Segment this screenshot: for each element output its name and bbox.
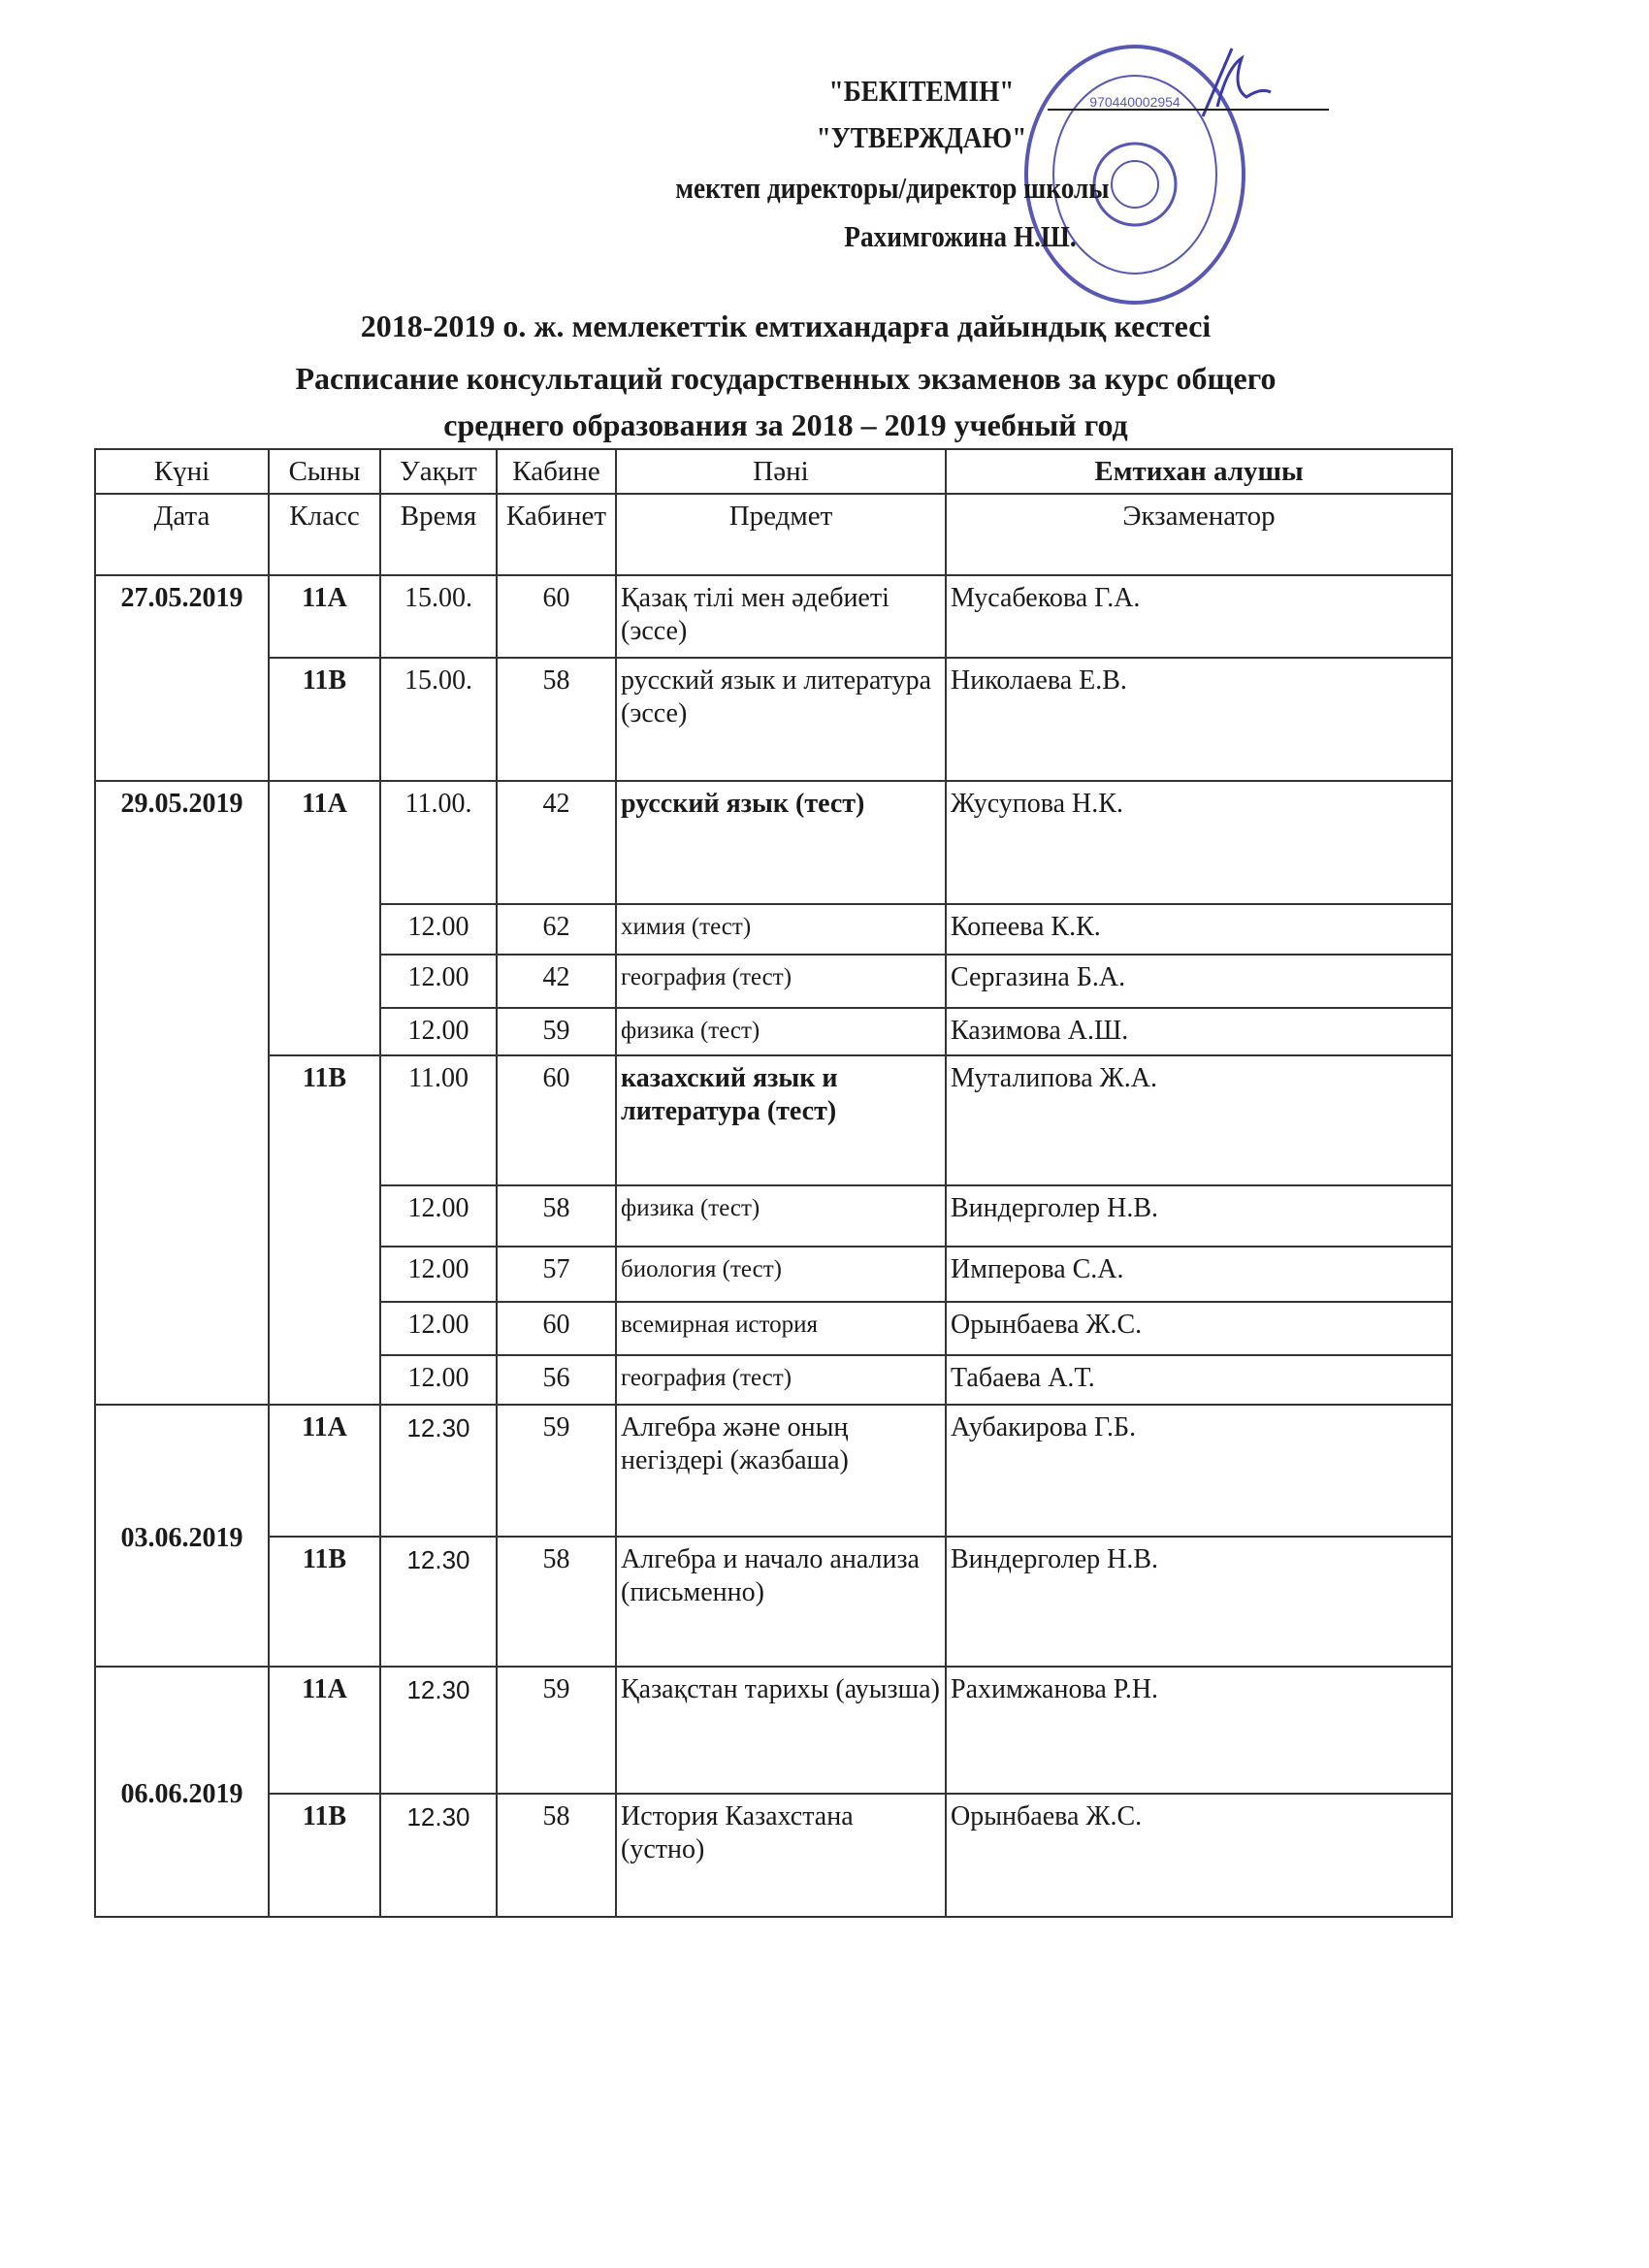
time-cell: 12.00 <box>380 1355 497 1405</box>
subject-cell: Қазақ тілі мен әдебиеті (эссе) <box>616 575 946 658</box>
time-cell: 12.00 <box>380 904 497 955</box>
examiner-cell: Табаева А.Т. <box>946 1355 1452 1405</box>
room-cell: 60 <box>497 1302 616 1355</box>
room-cell: 42 <box>497 955 616 1008</box>
class-cell: 11А <box>269 1405 380 1537</box>
room-cell: 62 <box>497 904 616 955</box>
time-cell: 12.30 <box>380 1794 497 1917</box>
schedule-table <box>94 448 1453 1918</box>
room-cell: 58 <box>497 658 616 781</box>
director-name: Рахимгожина Н.Ш. <box>844 219 1077 253</box>
subject-cell: биология (тест) <box>616 1247 946 1302</box>
signature-line <box>1048 109 1329 111</box>
date-cell: 29.05.2019 <box>95 781 269 1405</box>
title-kz: 2018-2019 о. ж. мемлекеттік емтихандарға дайындық кестесі <box>360 308 1212 343</box>
table-row <box>95 1405 1452 1537</box>
time-cell: 12.00 <box>380 1247 497 1302</box>
examiner-cell: Николаева Е.В. <box>946 658 1452 781</box>
time-cell: 12.30 <box>380 1667 497 1794</box>
class-cell: 11А <box>269 781 380 1055</box>
header-class-ru: Класс <box>269 494 380 575</box>
table-row <box>95 658 1452 781</box>
header-time-ru: Время <box>380 494 497 575</box>
table-row <box>95 781 1452 904</box>
examiner-cell: Жусупова Н.К. <box>946 781 1452 904</box>
examiner-cell: Муталипова Ж.А. <box>946 1055 1452 1185</box>
table-row <box>95 1667 1452 1794</box>
table-row <box>95 575 1452 658</box>
time-cell: 12.00 <box>380 1185 497 1247</box>
class-cell: 11В <box>269 1055 380 1405</box>
subject-cell: русский язык (тест) <box>616 781 946 904</box>
date-cell: 27.05.2019 <box>95 575 269 781</box>
header-subject-ru: Предмет <box>616 494 946 575</box>
examiner-cell: Аубакирова Г.Б. <box>946 1405 1452 1537</box>
subject-cell: История Казахстана (устно) <box>616 1794 946 1917</box>
room-cell: 58 <box>497 1185 616 1247</box>
subject-cell: казахский язык и литература (тест) <box>616 1055 946 1185</box>
subject-cell: русский язык и литература (эссе) <box>616 658 946 781</box>
room-cell: 42 <box>497 781 616 904</box>
examiner-cell: Копеева К.К. <box>946 904 1452 955</box>
room-cell: 60 <box>497 1055 616 1185</box>
header-room-kz: Кабине <box>497 449 616 494</box>
time-cell: 15.00. <box>380 658 497 781</box>
table-row <box>95 1794 1452 1917</box>
table-row <box>95 1055 1452 1185</box>
svg-text:970440002954: 970440002954 <box>1089 94 1180 110</box>
examiner-cell: Мусабекова Г.А. <box>946 575 1452 658</box>
class-cell: 11В <box>269 1794 380 1917</box>
class-cell: 11В <box>269 1537 380 1667</box>
header-row-kz <box>95 449 1452 494</box>
time-cell: 12.00 <box>380 1302 497 1355</box>
header-date-ru: Дата <box>95 494 269 575</box>
time-cell: 12.30 <box>380 1537 497 1667</box>
approval-ru: "УТВЕРЖДАЮ" <box>816 120 1027 154</box>
table-row <box>95 1537 1452 1667</box>
subject-cell: Қазақстан тарихы (ауызша) <box>616 1667 946 1794</box>
room-cell: 59 <box>497 1667 616 1794</box>
subject-cell: Алгебра и начало анализа (письменно) <box>616 1537 946 1667</box>
header-subject-kz: Пәні <box>616 449 946 494</box>
examiner-cell: Имперова С.А. <box>946 1247 1452 1302</box>
subject-cell: Алгебра және оның негіздері (жазбаша) <box>616 1405 946 1537</box>
room-cell: 58 <box>497 1537 616 1667</box>
subject-cell: химия (тест) <box>616 904 946 955</box>
examiner-cell: Казимова А.Ш. <box>946 1008 1452 1055</box>
examiner-cell: Орынбаева Ж.С. <box>946 1794 1452 1917</box>
class-cell: 11В <box>269 658 380 781</box>
time-cell: 11.00. <box>380 781 497 904</box>
examiner-cell: Сергазина Б.А. <box>946 955 1452 1008</box>
room-cell: 58 <box>497 1794 616 1917</box>
time-cell: 12.30 <box>380 1405 497 1537</box>
room-cell: 59 <box>497 1405 616 1537</box>
examiner-cell: Виндерголер Н.В. <box>946 1537 1452 1667</box>
time-cell: 12.00 <box>380 1008 497 1055</box>
room-cell: 57 <box>497 1247 616 1302</box>
time-cell: 15.00. <box>380 575 497 658</box>
examiner-cell: Виндерголер Н.В. <box>946 1185 1452 1247</box>
room-cell: 60 <box>497 575 616 658</box>
subject-cell: всемирная история <box>616 1302 946 1355</box>
date-cell: 06.06.2019 <box>95 1667 269 1917</box>
examiner-cell: Орынбаева Ж.С. <box>946 1302 1452 1355</box>
examiner-cell: Рахимжанова Р.Н. <box>946 1667 1452 1794</box>
class-cell: 11А <box>269 1667 380 1794</box>
director-position: мектеп директоры/директор школы <box>675 171 1110 205</box>
title-ru-line1: Расписание консультаций государственных экзаменов за курс общего <box>295 361 1277 396</box>
time-cell: 12.00 <box>380 955 497 1008</box>
class-cell: 11А <box>269 575 380 658</box>
header-class-kz: Сыны <box>269 449 380 494</box>
header-row-ru <box>95 494 1452 575</box>
time-cell: 11.00 <box>380 1055 497 1185</box>
date-cell: 03.06.2019 <box>95 1405 269 1667</box>
approval-kz: "БЕКІТЕМІН" <box>828 74 1015 108</box>
room-cell: 59 <box>497 1008 616 1055</box>
subject-cell: физика (тест) <box>616 1008 946 1055</box>
subject-cell: география (тест) <box>616 955 946 1008</box>
header-date-kz: Күні <box>95 449 269 494</box>
header-examiner-ru: Экзаменатор <box>946 494 1452 575</box>
header-time-kz: Уақыт <box>380 449 497 494</box>
director-signature <box>1174 39 1290 126</box>
room-cell: 56 <box>497 1355 616 1405</box>
title-ru-line2: среднего образования за 2018 – 2019 учебный год <box>443 407 1128 442</box>
header-room-ru: Кабинет <box>497 494 616 575</box>
subject-cell: география (тест) <box>616 1355 946 1405</box>
header-examiner-kz: Емтихан алушы <box>946 449 1452 494</box>
subject-cell: физика (тест) <box>616 1185 946 1247</box>
